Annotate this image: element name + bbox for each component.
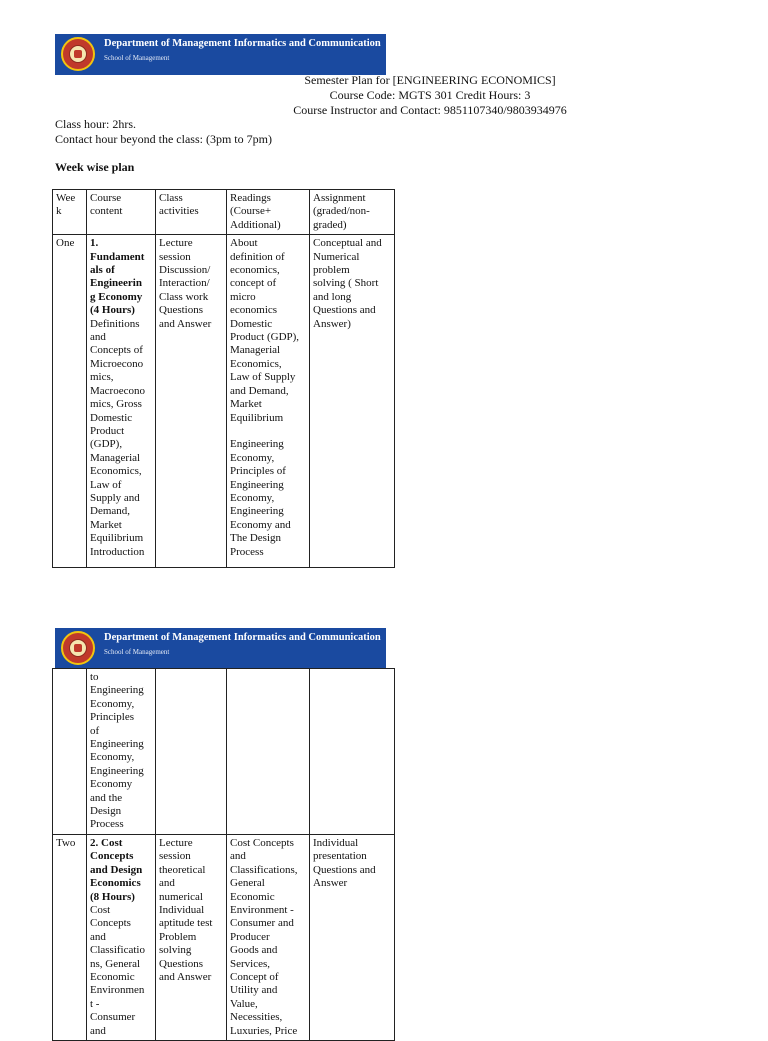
department-banner [55,34,386,75]
header-assignment: Assignment (graded/non- graded) [310,190,395,235]
course-code: Course Code: MGTS 301 Credit Hours: 3 [329,88,531,102]
topic-details: Definitions and Concepts of Microecono mics, Macroecono mics, Gross Domestic Product (GDP), Managerial Economics, Law of Supply and Demand, Market Equilibrium Introduction [90,317,145,558]
course-content-cell: to Engineering Economy, Principles of Engineering Economy, Engineering Economy and the Design Process [87,669,156,835]
readings-cell [227,669,310,835]
week-cell: Two [53,834,87,1040]
table-row [53,235,395,568]
school-name: School of Management [104,648,170,656]
table-header-row [53,190,395,235]
class-activities-cell: Lecture session theoretical and numerical Individual aptitude test Problem solving Questions and Answer [156,834,227,1040]
table-row [53,669,395,835]
readings-cell: About definition of economics, concept of micro economics Domestic Product (GDP), Managerial Economics, Law of Supply and Demand, Market Equilibrium Engineering Economy, Principles of Engineering Economy, Engineering Economy and The Design Process [227,235,310,568]
week-plan-table [52,189,395,568]
header-week: Wee k [53,190,87,235]
class-hour: Class hour: 2hrs. [55,117,136,131]
week-plan-table-continued [52,668,395,1041]
readings-cell: Cost Concepts and Classifications, General Economic Environment - Consumer and Producer Goods and Services, Concept of Utility and Value, Necessities, Luxuries, Price [227,834,310,1040]
course-content-cell [87,834,156,1040]
department-name: Department of Management Informatics and Communication [104,632,381,643]
table-row [53,834,395,1040]
assignment-cell [310,669,395,835]
week-cell: One [53,235,87,568]
assignment-cell: Individual presentation Questions and Answer [310,834,395,1040]
section-heading: Week wise plan [55,160,135,174]
topic-title: 2. Cost Concepts and Design Economics (8 Hours) [90,836,143,903]
course-content-cell [87,235,156,568]
topic-details: Cost Concepts and Classificatio ns, General Economic Environmen t - Consumer and [90,903,145,1037]
course-instructor: Course Instructor and Contact: 9851107340/9803934976 [293,103,567,117]
department-banner-page-2 [55,628,386,669]
class-activities-cell [156,669,227,835]
contact-hour: Contact hour beyond the class: (3pm to 7pm) [55,132,272,146]
semester-plan-title: Semester Plan for [ENGINEERING ECONOMICS] [304,73,556,87]
department-name: Department of Management Informatics and Communication [104,38,381,49]
topic-title: 1. Fundament als of Engineerin g Economy (4 Hours) [90,237,145,317]
week-cell [53,669,87,835]
class-activities-cell: Lecture session Discussion/ Interaction/ Class work Questions and Answer [156,235,227,568]
assignment-cell: Conceptual and Numerical problem solving ( Short and long Questions and Answer) [310,235,395,568]
school-logo-icon [61,631,95,665]
school-name: School of Management [104,54,170,62]
header-course-content: Course content [87,190,156,235]
header-readings: Readings (Course+ Additional) [227,190,310,235]
header-class-activities: Class activities [156,190,227,235]
school-logo-icon [61,37,95,71]
